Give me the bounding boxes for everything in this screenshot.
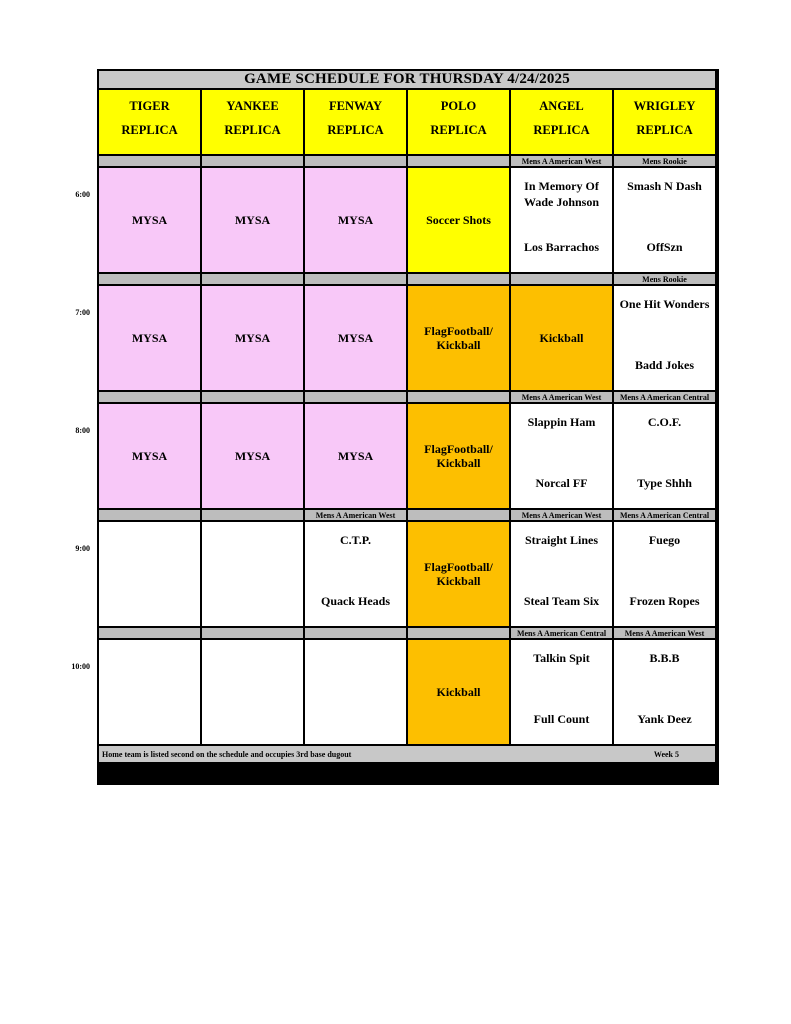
home-team: Norcal FF [535, 476, 588, 490]
away-team: Fuego [648, 533, 681, 547]
game-cell [614, 168, 715, 272]
field-header-fenway [305, 90, 406, 154]
division-text: Mens A American West [624, 628, 705, 638]
reserved-cell [408, 168, 509, 272]
field-sub: REPLICA [533, 123, 590, 137]
reserved-label: MYSA [131, 330, 168, 345]
game-cell [614, 286, 715, 390]
reserved-cell [99, 168, 200, 272]
reserved-label: MYSA [131, 212, 168, 227]
reserved-cell [99, 286, 200, 390]
field-header-wrigley [614, 90, 715, 154]
game-cell [614, 522, 715, 626]
away-team: C.T.P. [339, 533, 371, 547]
away-team: B.B.B [649, 651, 680, 665]
empty-cell [305, 640, 406, 744]
game-cell [511, 404, 612, 508]
reserved-cell [408, 640, 509, 744]
field-sub: REPLICA [121, 123, 178, 137]
division-text: Mens A American West [521, 156, 602, 166]
away-team: Slappin Ham [527, 415, 596, 429]
game-cell [511, 168, 612, 272]
division-label [614, 628, 715, 638]
division-label [99, 392, 200, 402]
division-label [614, 156, 715, 166]
field-header-tiger [99, 90, 200, 154]
reserved-cell [408, 522, 509, 626]
title-text: GAME SCHEDULE FOR THURSDAY 4/24/2025 [244, 71, 570, 87]
reserved-label: FlagFootball/ Kickball [424, 442, 493, 470]
division-text: Mens A American Central [516, 628, 607, 638]
division-label [614, 510, 715, 520]
field-sub: REPLICA [224, 123, 281, 137]
field-name: TIGER [129, 99, 170, 113]
division-label [99, 510, 200, 520]
division-label [99, 156, 200, 166]
empty-cell [99, 640, 200, 744]
division-label [99, 274, 200, 284]
home-team-note: Home team is listed second on the schedule and occupies 3rd base dugout [102, 749, 352, 759]
reserved-cell [202, 404, 303, 508]
division-label [202, 392, 303, 402]
reserved-cell [408, 286, 509, 390]
home-team: Type Shhh [637, 476, 692, 490]
field-name: FENWAY [328, 99, 383, 113]
page-title [99, 71, 715, 88]
reserved-label: MYSA [234, 212, 271, 227]
division-label [511, 274, 612, 284]
division-label [305, 628, 406, 638]
division-label [305, 392, 406, 402]
empty-cell [202, 522, 303, 626]
game-cell [614, 640, 715, 744]
game-cell [511, 522, 612, 626]
field-sub: REPLICA [430, 123, 487, 137]
division-text: Mens A American Central [619, 510, 710, 520]
footer-note [99, 746, 715, 762]
home-team: OffSzn [646, 240, 683, 254]
division-label [408, 156, 509, 166]
reserved-cell [305, 404, 406, 508]
home-team: Yank Deez [637, 712, 692, 726]
time-label: 7:00 [75, 308, 90, 317]
time-label: 9:00 [75, 544, 90, 553]
division-label [305, 156, 406, 166]
division-label [511, 156, 612, 166]
home-team: Frozen Ropes [629, 594, 700, 608]
division-label [408, 392, 509, 402]
reserved-label: MYSA [234, 330, 271, 345]
division-label [511, 392, 612, 402]
reserved-label: Kickball [436, 685, 481, 699]
division-text: Mens Rookie [642, 156, 687, 166]
away-team: C.O.F. [647, 415, 682, 429]
division-label [202, 156, 303, 166]
away-team: Straight Lines [524, 533, 598, 547]
home-team: Quack Heads [320, 594, 390, 608]
division-text: Mens A American Central [619, 392, 710, 402]
reserved-cell [305, 168, 406, 272]
reserved-cell [408, 404, 509, 508]
field-header-polo [408, 90, 509, 154]
division-label [99, 628, 200, 638]
field-name: WRIGLEY [633, 99, 696, 113]
division-text: Mens A American West [521, 510, 602, 520]
division-label [305, 274, 406, 284]
reserved-label: MYSA [234, 448, 271, 463]
away-team: Smash N Dash [627, 179, 702, 193]
time-label: 10:00 [71, 662, 90, 671]
reserved-label: FlagFootball/ Kickball [424, 324, 493, 352]
field-name: YANKEE [226, 99, 279, 113]
reserved-cell [202, 286, 303, 390]
game-cell [305, 522, 406, 626]
division-label [305, 510, 406, 520]
week-label: Week 5 [653, 749, 679, 759]
home-team: Los Barrachos [524, 240, 599, 254]
field-name: ANGEL [539, 99, 584, 113]
reserved-cell [511, 286, 612, 390]
reserved-label: MYSA [337, 212, 374, 227]
schedule-grid [97, 69, 719, 785]
reserved-cell [305, 286, 406, 390]
division-label [614, 392, 715, 402]
field-header-angel [511, 90, 612, 154]
field-name: POLO [440, 99, 477, 113]
division-label [408, 274, 509, 284]
empty-cell [99, 522, 200, 626]
division-label [511, 628, 612, 638]
division-label [408, 510, 509, 520]
time-label: 6:00 [75, 190, 90, 199]
reserved-label: MYSA [131, 448, 168, 463]
division-label [614, 274, 715, 284]
game-cell [511, 640, 612, 744]
field-sub: REPLICA [327, 123, 384, 137]
home-team: Full Count [533, 712, 590, 726]
reserved-label: MYSA [337, 448, 374, 463]
time-label: 8:00 [75, 426, 90, 435]
field-header-yankee [202, 90, 303, 154]
reserved-cell [202, 168, 303, 272]
reserved-label: FlagFootball/ Kickball [424, 560, 493, 588]
field-sub: REPLICA [636, 123, 693, 137]
reserved-cell [99, 404, 200, 508]
division-label [408, 628, 509, 638]
away-team: In Memory Of Wade Johnson [523, 179, 600, 209]
game-cell [614, 404, 715, 508]
division-text: Mens Rookie [642, 274, 687, 284]
home-team: Steal Team Six [523, 594, 600, 608]
empty-cell [202, 640, 303, 744]
reserved-label: Kickball [539, 331, 584, 345]
division-label [511, 510, 612, 520]
away-team: Talkin Spit [533, 651, 590, 665]
division-text: Mens A American West [521, 392, 602, 402]
division-label [202, 510, 303, 520]
division-label [202, 628, 303, 638]
home-team: Badd Jokes [634, 358, 695, 372]
division-text: Mens A American West [315, 510, 396, 520]
division-label [202, 274, 303, 284]
reserved-label: Soccer Shots [426, 212, 491, 227]
reserved-label: MYSA [337, 330, 374, 345]
away-team: One Hit Wonders [619, 297, 710, 311]
